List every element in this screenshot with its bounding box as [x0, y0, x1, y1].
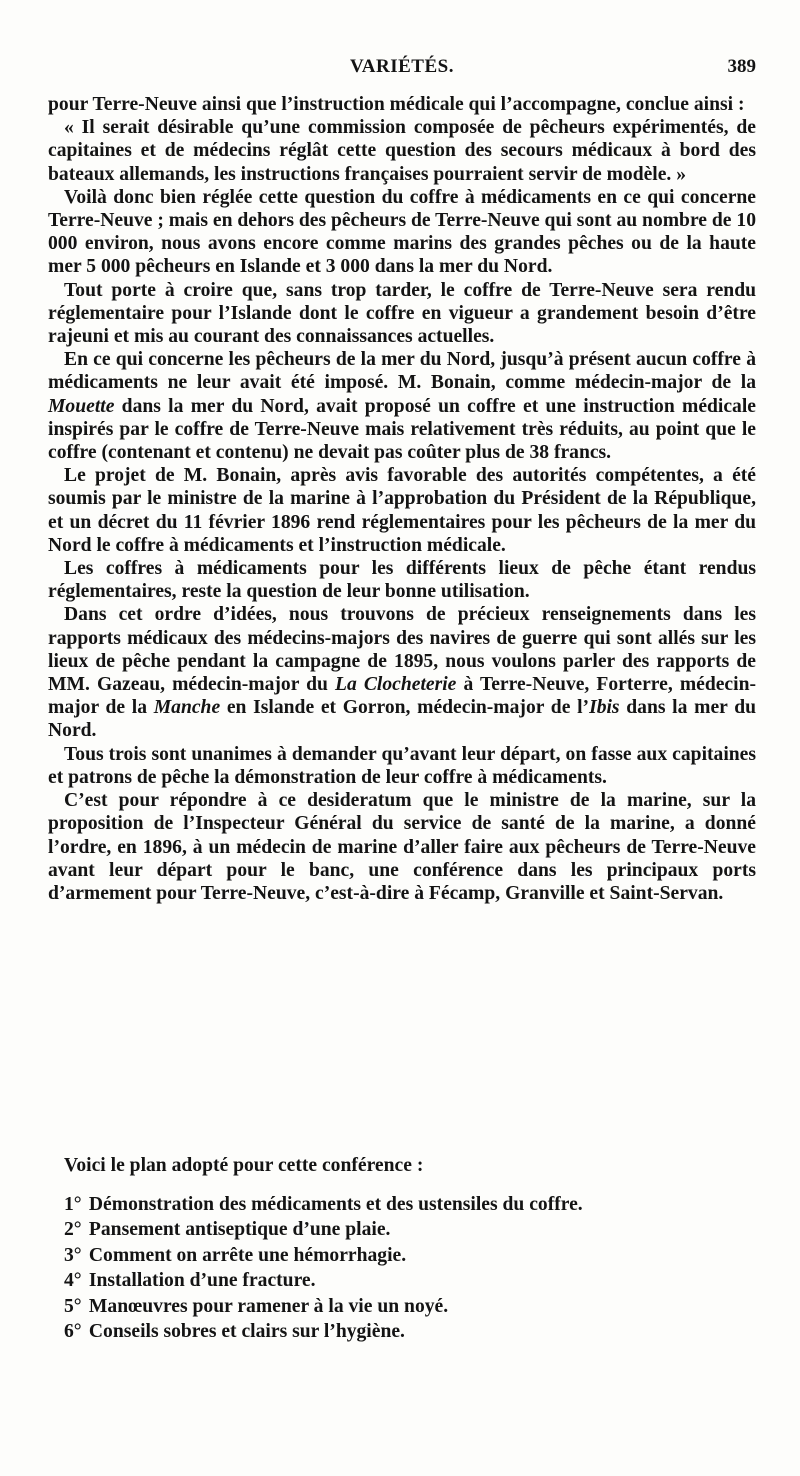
list-item — [64, 1243, 583, 1268]
item-number: 4° — [64, 1270, 82, 1292]
item-number: 5° — [64, 1295, 82, 1317]
paragraph — [48, 348, 756, 464]
item-number: 3° — [64, 1244, 82, 1266]
list-item — [64, 1268, 583, 1293]
paragraph: pour Terre-Neuve ainsi que l’instruction médicale qui l’accompagne, conclue ainsi : — [48, 94, 745, 115]
page-header — [48, 52, 756, 84]
item-text: Conseils sobres et clairs sur l’hygiène. — [88, 1321, 405, 1343]
paragraph-quotation: « Il serait désirable qu’une commission composée de pêcheurs expérimentés, de capitaines et de médecins réglât cette question des secours médicaux à bord des bateaux allemands, les instructions françaises pourraient servir de modèle. » — [48, 117, 756, 185]
ship-name: Ibis — [589, 697, 620, 719]
text-run: En ce qui concerne les pêcheurs de la mer du Nord, jusqu’à présent aucun coffre à médicaments ne leur avait été imposé. M. Bonain, comme médecin-major de la — [48, 349, 756, 394]
plan-intro: Voici le plan adopté pour cette conférence : — [64, 1155, 424, 1176]
body-text — [48, 93, 756, 905]
list-item — [64, 1294, 583, 1319]
item-text: Pansement antiseptique d’une plaie. — [88, 1219, 391, 1241]
paragraph: Les coffres à médicaments pour les différents lieux de pêche étant rendus réglementaires, reste la question de leur bonne utilisation. — [48, 558, 756, 603]
item-number: 6° — [64, 1321, 82, 1343]
text-run: dans la mer du Nord. — [48, 697, 756, 742]
text-run: dans la mer du Nord, avait proposé un coffre et une instruction médicale inspirés par le coffre de Terre-Neuve mais relativement très réduits, au point que le coffre (contenant et contenu) ne devait pas coûter plus de 38 francs. — [48, 395, 756, 464]
paragraph — [48, 603, 756, 742]
item-text: Manœuvres pour ramener à la vie un noyé. — [88, 1295, 449, 1317]
paragraph: Tous trois sont unanimes à demander qu’avant leur départ, on fasse aux capitaines et patrons de pêche la démonstration de leur coffre à médicaments. — [48, 743, 756, 788]
text-run: à Terre-Neuve, Forterre, médecin-major de la — [48, 674, 756, 719]
item-number: 1° — [64, 1194, 82, 1215]
ship-name: Manche — [153, 697, 221, 719]
list-item — [64, 1192, 583, 1217]
item-text: Installation d’une fracture. — [88, 1270, 316, 1292]
paragraph: C’est pour répondre à ce desideratum que le ministre de la marine, sur la proposition de l’Inspecteur Général du service de santé de la marine, a donné l’ordre, en 1896, à un médecin de marine d’aller faire aux pêcheurs de Terre-Neuve avant leur départ pour le banc, une conférence dans les principaux ports d’armement pour Terre-Neuve, c’est-à-dire à Fécamp, Granville et Saint-Servan. — [48, 790, 756, 904]
page-number: 389 — [727, 56, 756, 77]
item-text: Démonstration des médicaments et des ustensiles du coffre. — [88, 1194, 583, 1215]
paragraph: Voilà donc bien réglée cette question du coffre à médicaments en ce qui concerne Terre-Neuve ; mais en dehors des pêcheurs de Terre-Neuve qui sont au nombre de 10 000 environ, nous avons encore comme marins des grandes pêches ou de la haute mer 5 000 pêcheurs en Islande et 3 000 dans la mer du Nord. — [48, 186, 756, 278]
ship-name: La Clocheterie — [335, 674, 457, 696]
text-run: en Islande et Gorron, médecin-major de l’ — [220, 697, 590, 719]
paragraph: Tout porte à croire que, sans trop tarder, le coffre de Terre-Neuve sera rendu réglementaire pour l’Islande dont le coffre en vigueur a grandement besoin d’être rajeuni et mis au courant des connaissances actuelles. — [48, 279, 756, 348]
text-run: Dans cet ordre d’idées, nous trouvons de précieux renseignements dans les rapports médicaux des médecins-majors des navires de guerre qui sont allés sur les lieux de pêche pendant la campagne de 1895, nous voulons parler des rapports de MM. Gazeau, médecin-major du — [48, 604, 756, 696]
list-item — [64, 1217, 583, 1242]
list-item — [64, 1319, 583, 1344]
item-text: Comment on arrête une hémorrhagie. — [88, 1244, 407, 1266]
plan-list — [64, 1192, 583, 1344]
running-title: VARIÉTÉS. — [350, 56, 454, 77]
paragraph: Le projet de M. Bonain, après avis favorable des autorités compétentes, a été soumis par le ministre de la marine à l’approbation du Président de la République, et un décret du 11 février 1896 rend réglementaires pour les pêcheurs de la mer du Nord le coffre à médicaments et l’instruction médicale. — [48, 465, 756, 556]
ship-name: Mouette — [48, 395, 115, 417]
item-number: 2° — [64, 1219, 82, 1241]
